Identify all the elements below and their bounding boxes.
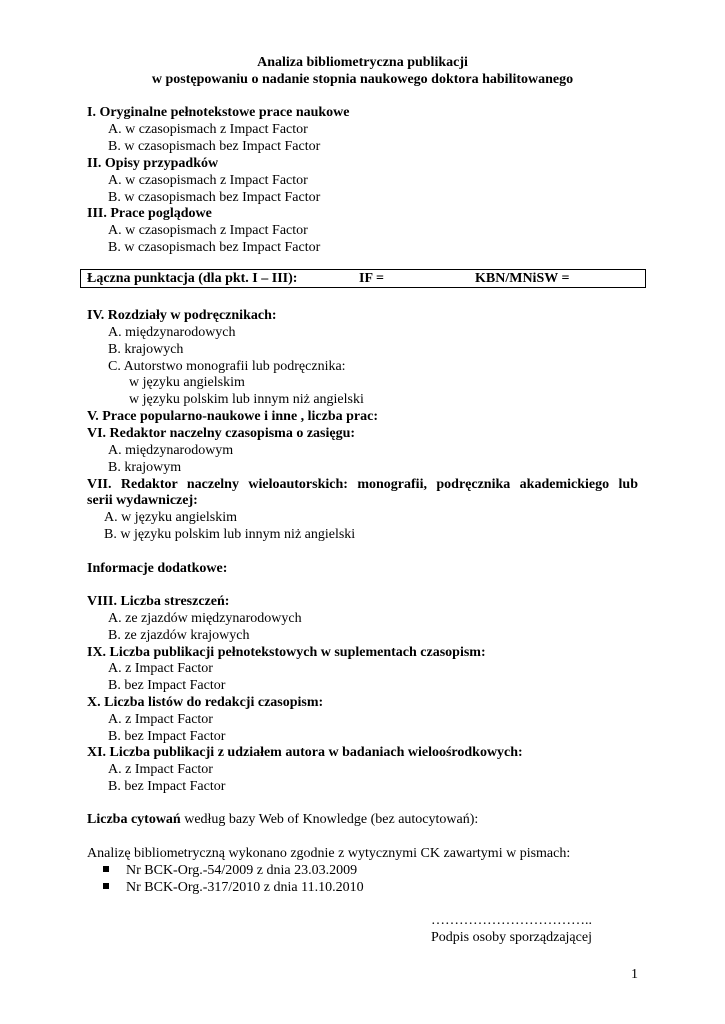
additional-info-heading: Informacje dodatkowe: bbox=[87, 561, 228, 576]
document-title-line2: w postępowaniu o nadanie stopnia naukowego doktora habilitowanego bbox=[151, 72, 574, 87]
section-4-item-c: C. Autorstwo monografii lub podręcznika: bbox=[108, 359, 346, 374]
section-4-heading: IV. Rozdziały w podręcznikach: bbox=[87, 308, 277, 323]
section-1-item-b: B. w czasopismach bez Impact Factor bbox=[108, 139, 321, 154]
section-4-subitem-english: w języku angielskim bbox=[129, 375, 245, 390]
section-10-item-b: B. bez Impact Factor bbox=[108, 729, 226, 744]
section-7-item-b: B. w języku polskim lub innym niż angielski bbox=[104, 527, 356, 542]
citations-line bbox=[87, 811, 478, 828]
section-1-item-a: A. w czasopismach z Impact Factor bbox=[108, 122, 308, 137]
section-4-item-b: B. krajowych bbox=[108, 342, 184, 357]
section-8-heading: VIII. Liczba streszczeń: bbox=[87, 594, 230, 609]
section-11-heading: XI. Liczba publikacji z udziałem autora w badaniach wieloośrodkowych: bbox=[87, 745, 523, 760]
section-7-heading-line2: serii wydawniczej: bbox=[87, 493, 198, 508]
section-8-item-b: B. ze zjazdów krajowych bbox=[108, 628, 250, 643]
section-9-heading: IX. Liczba publikacji pełnotekstowych w suplementach czasopism: bbox=[87, 645, 486, 660]
summary-label: Łączna punktacja (dla pkt. I – III): bbox=[87, 271, 298, 286]
page-number: 1 bbox=[631, 967, 638, 982]
section-2-item-b: B. w czasopismach bez Impact Factor bbox=[108, 190, 321, 205]
section-3-item-b: B. w czasopismach bez Impact Factor bbox=[108, 240, 321, 255]
citations-description: według bazy Web of Knowledge (bez autocytowań): bbox=[180, 812, 479, 827]
section-6-item-a: A. międzynarodowym bbox=[108, 443, 234, 458]
section-3-item-a: A. w czasopismach z Impact Factor bbox=[108, 223, 308, 238]
signature-label: Podpis osoby sporządzającej bbox=[431, 930, 592, 945]
section-5-heading: V. Prace popularno-naukowe i inne , liczba prac: bbox=[87, 409, 379, 424]
section-7-heading-line1: VII. Redaktor naczelny wieloautorskich: monografii, podręcznika akademickiego lub bbox=[87, 477, 638, 492]
section-6-item-b: B. krajowym bbox=[108, 460, 182, 475]
section-11-item-a: A. z Impact Factor bbox=[108, 762, 213, 777]
bullet-icon bbox=[103, 866, 109, 872]
section-2-item-a: A. w czasopismach z Impact Factor bbox=[108, 173, 308, 188]
analysis-bullet-1: Nr BCK-Org.-54/2009 z dnia 23.03.2009 bbox=[126, 863, 358, 878]
bullet-icon bbox=[103, 883, 109, 889]
section-6-heading: VI. Redaktor naczelny czasopisma o zasięgu: bbox=[87, 426, 356, 441]
signature-dots: …………………………….. bbox=[431, 913, 592, 928]
section-9-item-b: B. bez Impact Factor bbox=[108, 678, 226, 693]
citations-label: Liczba cytowań bbox=[87, 812, 181, 827]
section-8-item-a: A. ze zjazdów międzynarodowych bbox=[108, 611, 302, 626]
analysis-bullet-2: Nr BCK-Org.-317/2010 z dnia 11.10.2010 bbox=[126, 880, 364, 895]
section-4-item-a: A. międzynarodowych bbox=[108, 325, 236, 340]
section-4-subitem-polish: w języku polskim lub innym niż angielski bbox=[129, 392, 364, 407]
section-1-heading: I. Oryginalne pełnotekstowe prace naukowe bbox=[87, 105, 350, 120]
section-9-item-a: A. z Impact Factor bbox=[108, 661, 213, 676]
section-3-heading: III. Prace poglądowe bbox=[87, 206, 212, 221]
section-10-item-a: A. z Impact Factor bbox=[108, 712, 213, 727]
section-10-heading: X. Liczba listów do redakcji czasopism: bbox=[87, 695, 324, 710]
section-11-item-b: B. bez Impact Factor bbox=[108, 779, 226, 794]
summary-box bbox=[80, 269, 646, 288]
document-title-line1: Analiza bibliometryczna publikacji bbox=[257, 55, 468, 70]
section-2-heading: II. Opisy przypadków bbox=[87, 156, 219, 171]
section-7-item-a: A. w języku angielskim bbox=[104, 510, 237, 525]
summary-kbn-label: KBN/MNiSW = bbox=[475, 271, 570, 286]
summary-if-label: IF = bbox=[359, 271, 384, 286]
analysis-text: Analizę bibliometryczną wykonano zgodnie z wytycznymi CK zawartymi w pismach: bbox=[87, 846, 571, 861]
